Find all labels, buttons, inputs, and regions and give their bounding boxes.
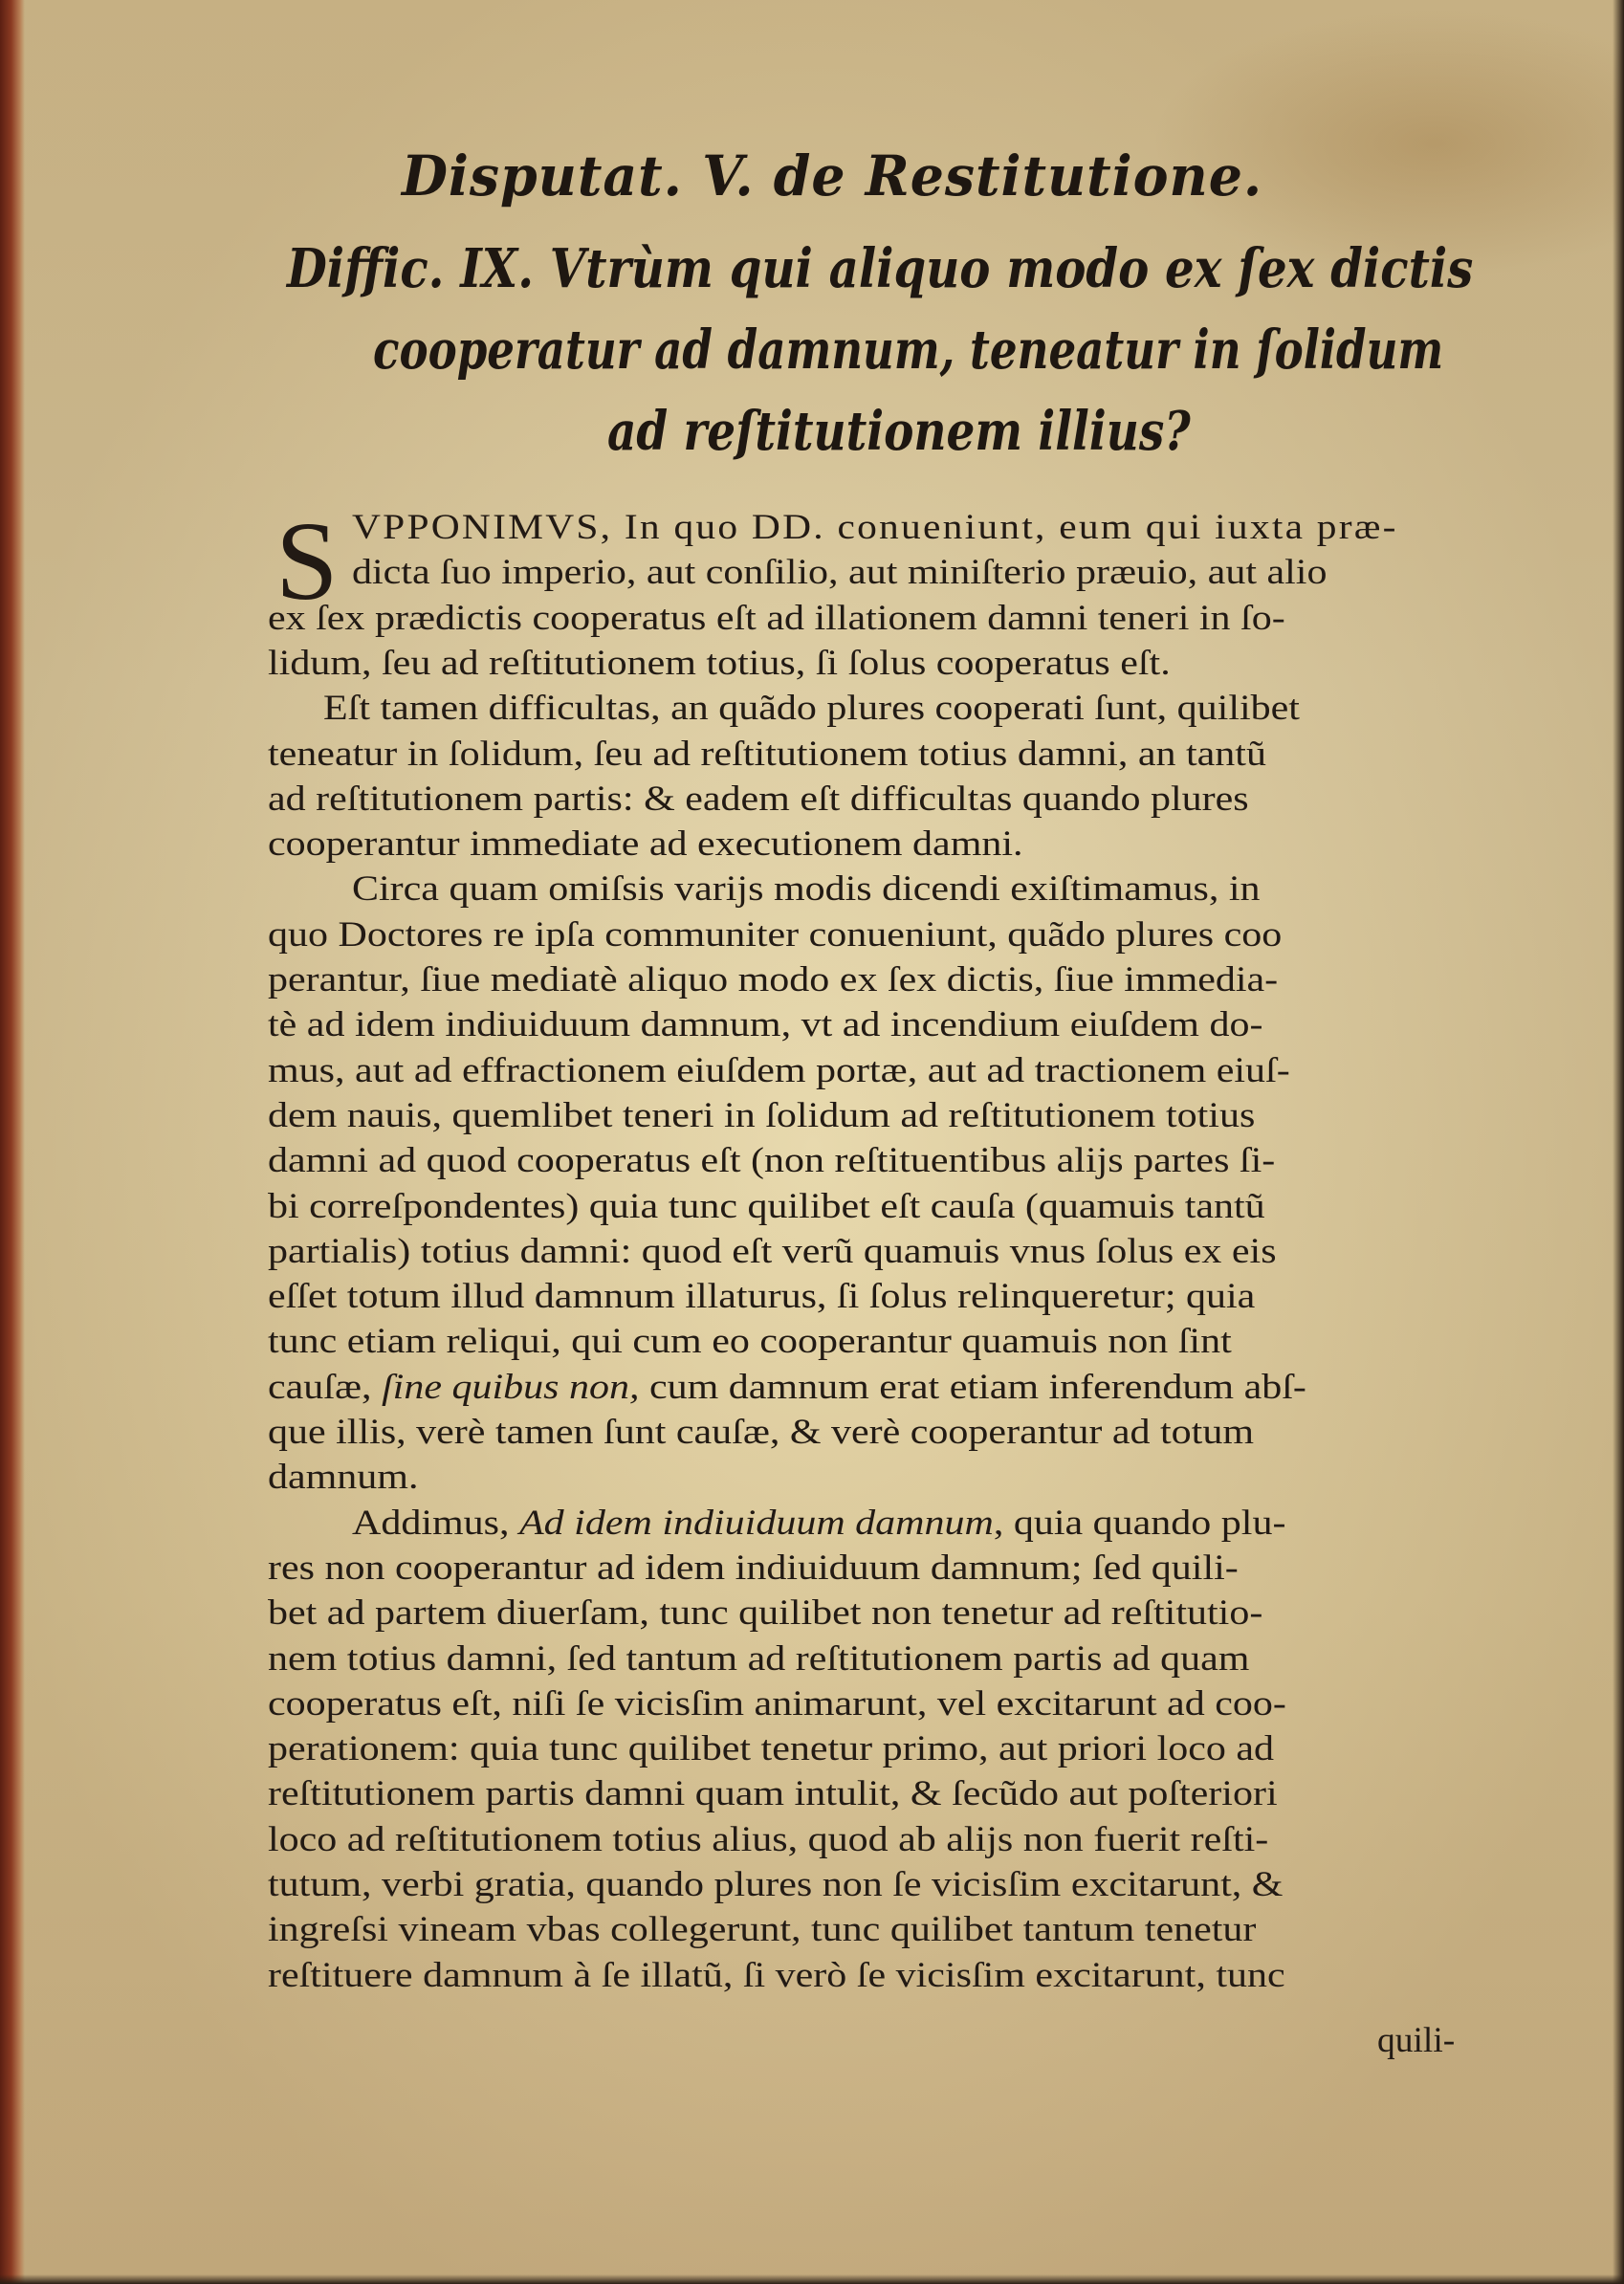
catchword: quili- — [1377, 2021, 1456, 2060]
text-line — [268, 1638, 1249, 1680]
text-line-content: , quia quando plu- — [993, 1503, 1286, 1543]
text-line-content: nem totius damni, ſed tantum ad reſtitutionem partis ad quam — [268, 1638, 1250, 1679]
text-line-content: Addimus, — [352, 1503, 520, 1543]
text-line-content: tè ad idem indiuiduum damnum, vt ad incendium eiuſdem do- — [268, 1005, 1263, 1045]
text-line-content: Eſt tamen difficultas, an quãdo plures cooperati ſunt, quilibet — [323, 689, 1300, 729]
text-line — [268, 1004, 1262, 1046]
text-line-content: bi correſpondentes) quia tunc quilibet eſt cauſa (quamuis tantũ — [268, 1186, 1265, 1226]
text-line — [268, 1321, 1232, 1363]
text-line — [268, 1140, 1275, 1182]
text-line-content: bet ad partem diuerſam, tunc quilibet non tenetur ad reſtitutio- — [268, 1593, 1263, 1634]
text-line — [268, 1276, 1255, 1318]
text-line-content: cooperantur immediate ad executionem damni. — [268, 824, 1023, 865]
text-line — [268, 779, 1249, 821]
heading-line-2: cooperatur ad damnum, teneatur in ſolidum — [373, 318, 1444, 382]
text-line — [268, 734, 1266, 776]
text-line-content: damni ad quod cooperatus eſt (non reſtituentibus alijs partes ſi- — [268, 1141, 1276, 1181]
text-line-content: reſtituere damnum à ſe illatũ, ſi verò ſe vicisſim excitarunt, tunc — [268, 1955, 1285, 1995]
text-line-content: VPPONIMVS, In quo DD. conueniunt, eum qui iuxta præ- — [352, 508, 1398, 547]
text-line — [268, 1819, 1268, 1861]
text-line — [268, 598, 1285, 640]
text-line — [268, 1548, 1239, 1590]
text-line-content: perationem: quia tunc quilibet tenetur primo, aut priori loco ad — [268, 1729, 1275, 1769]
italic-phrase: Ad idem indiuiduum damnum — [519, 1503, 994, 1543]
text-line-content: teneatur in ſolidum, ſeu ad reſtitutionem totius damni, an tantũ — [268, 734, 1266, 774]
text-line-content: eſſet totum illud damnum illaturus, ſi ſolus relinqueretur; quia — [268, 1277, 1256, 1317]
text-line — [268, 914, 1282, 956]
text-line-content: dem nauis, quemlibet teneri in ſolidum ad reſtitutionem totius — [268, 1095, 1256, 1135]
text-line-content: perantur, ſiue mediatè aliquo modo ex ſex dictis, ſiue immedia- — [268, 960, 1279, 999]
text-line-content: lidum, ſeu ad reſtitutionem totius, ſi ſolus cooperatus eſt. — [268, 643, 1171, 683]
text-line — [323, 688, 1300, 730]
text-line — [268, 1592, 1262, 1635]
italic-phrase: ſine quibus non, — [381, 1367, 640, 1407]
text-line-content: tunc etiam reliqui, qui cum eo cooperantur quamuis non ſint — [268, 1322, 1232, 1362]
text-line — [268, 1909, 1256, 1951]
text-line-content: que illis, verè tamen ſunt cauſæ, & verè cooperantur ad totum — [268, 1413, 1255, 1452]
text-line — [268, 1186, 1265, 1228]
text-line — [268, 1412, 1254, 1454]
text-line — [268, 1367, 1306, 1409]
text-line — [352, 868, 1261, 911]
text-line — [352, 507, 1398, 549]
text-line — [352, 1503, 1285, 1545]
text-line-content: tutum, verbi gratia, quando plures non ſe vicisſim excitarunt, & — [268, 1865, 1284, 1904]
text-line-content: res non cooperantur ad idem indiuiduum damnum; ſed quili- — [268, 1548, 1239, 1588]
text-line-content: ingreſsi vineam vbas collegerunt, tunc quilibet tantum tenetur — [268, 1910, 1257, 1950]
text-line-content: reſtitutionem partis damni quam intulit, & ſecũdo aut poſteriori — [268, 1774, 1278, 1814]
text-line — [268, 1728, 1274, 1770]
text-line — [268, 1864, 1283, 1906]
page-bottom-edge — [0, 2274, 1624, 2284]
text-line-content: Circa quam omiſsis varijs modis dicendi exiſtimamus, in — [352, 869, 1261, 910]
text-line — [268, 824, 1023, 866]
text-line — [352, 552, 1327, 594]
text-line-content: mus, aut ad effractionem eiuſdem portæ, aut ad tractionem eiuſ- — [268, 1050, 1290, 1090]
text-line — [268, 1050, 1290, 1092]
text-line — [268, 1773, 1278, 1815]
heading-line-3: ad reſtitutionem illius? — [607, 400, 1191, 463]
running-head: Disputat. V. de Restitutione. — [402, 143, 1263, 209]
text-line — [268, 1231, 1277, 1273]
text-line — [268, 1683, 1286, 1725]
text-line-content: cum damnum erat etiam inferendum abſ- — [639, 1367, 1306, 1407]
heading-line-1: Diffic. IX. Vtrùm qui aliquo modo ex ſex dictis — [287, 237, 1474, 300]
text-line-content: partialis) totius damni: quod eſt verũ quamuis vnus ſolus ex eis — [268, 1231, 1277, 1271]
text-line-content: ex ſex prædictis cooperatus eſt ad illationem damni teneri in ſo- — [268, 598, 1285, 638]
text-line — [268, 643, 1171, 685]
text-line-content: cooperatus eſt, niſi ſe vicisſim animarunt, vel excitarunt ad coo- — [268, 1683, 1286, 1724]
text-line — [268, 959, 1278, 1001]
text-line-content: quo Doctores re ipſa communiter conueniunt, quãdo plures coo — [268, 914, 1283, 955]
text-line — [268, 1457, 418, 1499]
text-line-content: ad reſtitutionem partis: & eadem eſt difficultas quando plures — [268, 779, 1249, 819]
drop-cap: S — [275, 498, 339, 624]
text-line — [268, 1955, 1285, 1997]
text-line — [268, 1095, 1255, 1137]
text-line-content: dicta ſuo imperio, aut conſilio, aut miniſterio præuio, aut alio — [352, 553, 1328, 593]
text-line-content: damnum. — [268, 1458, 419, 1498]
text-line-content: loco ad reſtitutionem totius alius, quod ab alijs non fuerit reſti- — [268, 1819, 1269, 1859]
page-left-edge — [0, 0, 25, 2284]
page-right-edge — [1613, 0, 1624, 2284]
text-line-content: cauſæ, — [268, 1367, 382, 1407]
